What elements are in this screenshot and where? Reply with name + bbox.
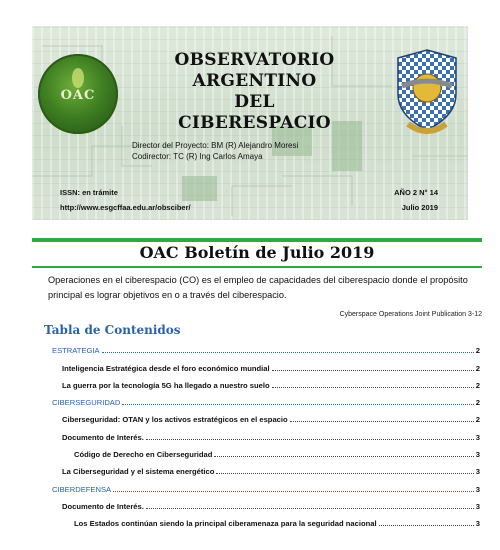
intro-paragraph: Operaciones en el ciberespacio (CO) es el empleo de capacidades del ciberespacio donde el propósito principal es lograr objetivos en o a través del ciberespacio. <box>48 275 468 300</box>
toc-entry-title: CIBERDEFENSA <box>52 484 112 494</box>
toc-entry-link[interactable] <box>52 494 480 511</box>
toc-entry-link[interactable] <box>52 442 480 459</box>
toc-page-number: 3 <box>475 519 480 529</box>
toc-page-number: 2 <box>475 346 480 356</box>
title-line-2: DEL <box>234 92 275 112</box>
toc-dot-leader <box>290 420 474 422</box>
toc-page-number: 3 <box>475 484 480 494</box>
bulletin-title: OAC Boletín de Julio 2019 <box>139 243 375 262</box>
oac-logo <box>38 54 118 134</box>
intro-citation: Cyberspace Operations Joint Publication 3-12 <box>339 311 482 318</box>
toc-entry-link[interactable] <box>52 511 480 528</box>
toc-page-number: 3 <box>475 450 480 460</box>
toc-entry-link[interactable] <box>52 459 480 476</box>
logo-eye-icon <box>72 68 84 88</box>
toc-page-number: 2 <box>475 380 480 390</box>
toc-dot-leader <box>272 369 474 371</box>
toc-dot-leader <box>379 524 474 526</box>
toc-section-link[interactable] <box>52 390 480 407</box>
toc-entry-title: Documento de Interés. <box>62 501 144 511</box>
toc-dot-leader <box>102 351 474 353</box>
toc-entry-link[interactable] <box>52 424 480 441</box>
toc-dot-leader <box>113 490 474 492</box>
toc-dot-leader <box>122 403 473 405</box>
toc-heading: Tabla de Contenidos <box>44 323 181 337</box>
title-line-1: OBSERVATORIO ARGENTINO <box>174 50 335 91</box>
toc-entry-title: Inteligencia Estratégica desde el foro económico mundial <box>62 363 270 373</box>
title-rule-bottom <box>32 266 482 268</box>
esgcffaa-emblem-icon <box>390 46 464 138</box>
logo-text: OAC <box>60 88 96 103</box>
toc-page-number: 3 <box>475 467 480 477</box>
toc-dot-leader <box>272 386 474 388</box>
toc-page-number: 3 <box>475 432 480 442</box>
toc-entry-title: CIBERSEGURIDAD <box>52 398 121 408</box>
toc-page-number: 2 <box>475 363 480 373</box>
project-credits <box>132 140 298 162</box>
toc-dot-leader <box>146 507 474 509</box>
toc-entry-link[interactable] <box>52 355 480 372</box>
toc-entry-link[interactable] <box>52 407 480 424</box>
toc-page-number: 2 <box>475 398 480 408</box>
observatory-title <box>132 50 377 134</box>
issue-number: AÑO 2 N° 14 <box>394 188 438 197</box>
toc-entry-link[interactable] <box>52 373 480 390</box>
toc-entry-title: Ciberseguridad: OTAN y los activos estratégicos en el espacio <box>62 415 288 425</box>
toc-page-number: 3 <box>475 501 480 511</box>
toc-dot-leader <box>216 472 473 474</box>
table-of-contents <box>52 338 480 528</box>
toc-dot-leader <box>146 438 474 440</box>
issn-label: ISSN: en trámite <box>60 188 118 197</box>
title-rule-top <box>32 238 482 242</box>
toc-entry-title: La guerra por la tecnología 5G ha llegado a nuestro suelo <box>62 380 270 390</box>
website-link[interactable]: http://www.esgcffaa.edu.ar/obsciber/ <box>60 203 191 212</box>
toc-entry-title: Documento de Interés. <box>62 432 144 442</box>
toc-page-number: 2 <box>475 415 480 425</box>
toc-section-link[interactable] <box>52 476 480 493</box>
header-banner <box>32 26 468 220</box>
toc-dot-leader <box>214 455 473 457</box>
toc-section-link[interactable] <box>52 338 480 355</box>
director-line: Director del Proyecto: BM (R) Alejandro Moresi <box>132 141 299 150</box>
toc-entry-title: ESTRATEGIA <box>52 346 100 356</box>
toc-entry-title: La Ciberseguridad y el sistema energético <box>62 467 215 477</box>
toc-entry-title: Código de Derecho en Ciberseguridad <box>74 450 213 460</box>
issue-date: Julio 2019 <box>401 203 438 212</box>
codirector-line: Codirector: TC (R) Ing Carlos Amaya <box>132 152 263 161</box>
title-line-3: CIBERESPACIO <box>178 113 331 133</box>
toc-entry-title: Los Estados continúan siendo la principal ciberamenaza para la seguridad nacional <box>74 519 377 529</box>
